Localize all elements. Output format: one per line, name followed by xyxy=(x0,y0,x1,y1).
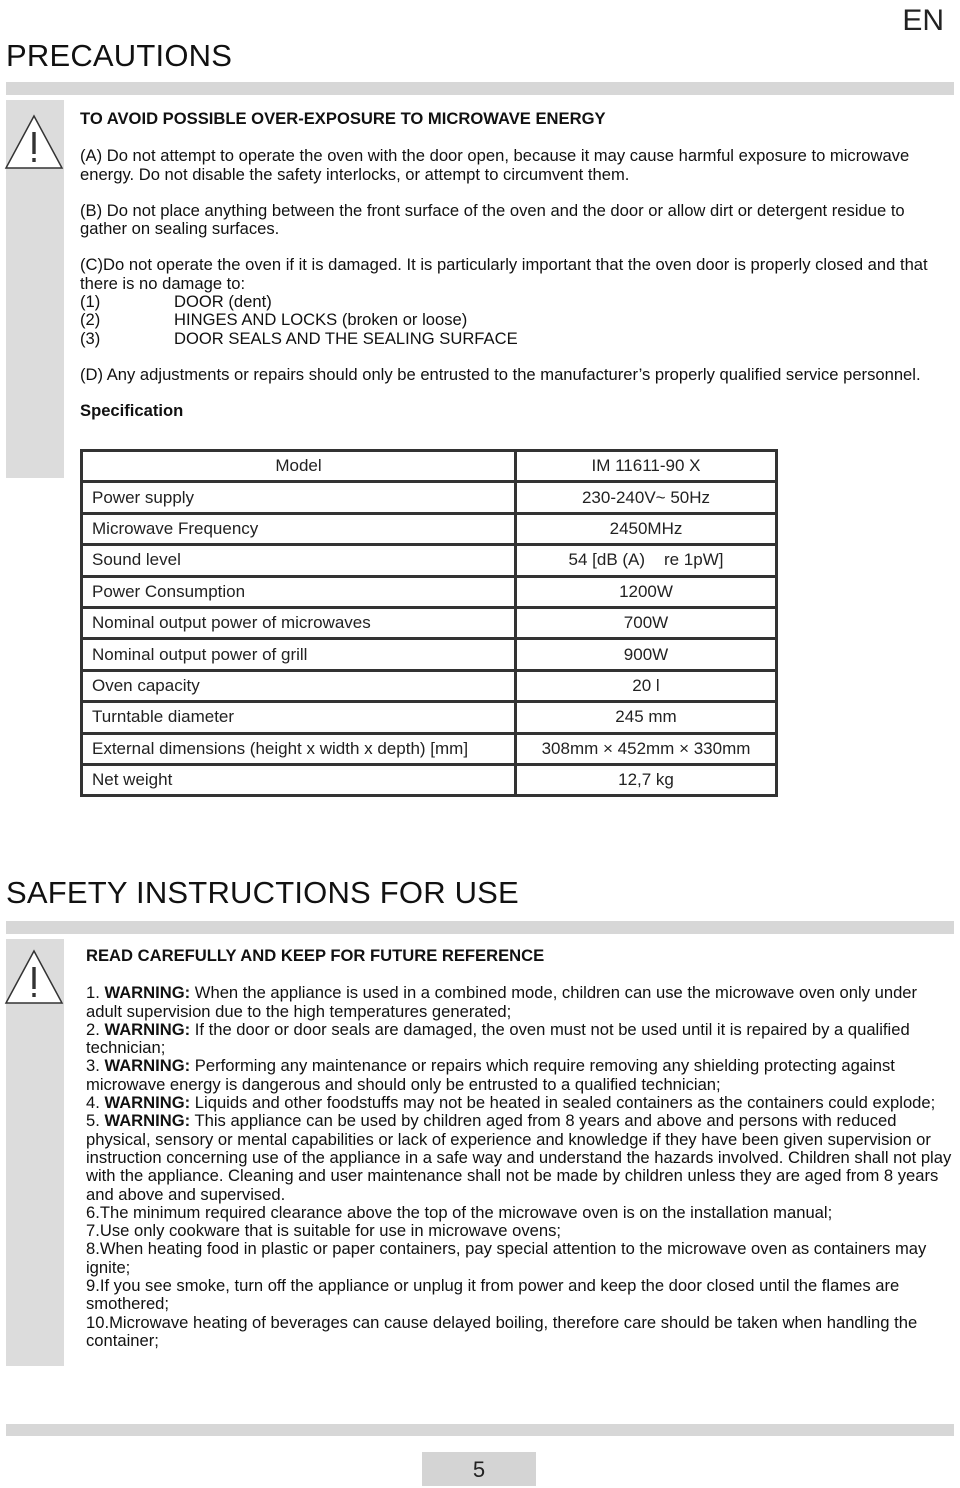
table-row: Net weight 12,7 kg xyxy=(82,764,777,795)
table-header-value: IM 11611-90 X xyxy=(516,451,777,482)
list-item: 8.When heating food in plastic or paper containers, pay special attention to the microwave oven as containers may ignite; xyxy=(86,1239,927,1277)
paragraph-b: (B) Do not place anything between the front surface of the oven and the door or allow dirt or detergent residue to gather on sealing surfaces. xyxy=(80,200,905,239)
safety-title: SAFETY INSTRUCTIONS FOR USE xyxy=(6,875,519,910)
specification-heading: Specification xyxy=(80,401,184,421)
list-item: (3) DOOR SEALS AND THE SEALING SURFACE xyxy=(80,328,518,348)
specification-table xyxy=(80,449,778,797)
damage-list xyxy=(80,293,948,348)
list-item: 9.If you see smoke, turn off the appliance or unplug it from power and keep the door closed until the flames are smothered; xyxy=(86,1276,900,1314)
list-item: 6.The minimum required clearance above the top of the microwave oven is on the installation manual; xyxy=(86,1202,833,1222)
precautions-content xyxy=(80,110,948,421)
precautions-title: PRECAUTIONS xyxy=(6,38,233,73)
list-item: 4. WARNING: Liquids and other foodstuffs may not be heated in sealed containers as the containers could explode; xyxy=(86,1093,936,1113)
list-item: 1. WARNING: When the appliance is used in a combined mode, children can use the microwave oven only under adult supervision due to the high temperatures generated; xyxy=(86,983,918,1021)
paragraph-a: (A) Do not attempt to operate the oven with the door open, because it may cause harmful exposure to microwave energy. Do not disable the safety interlocks, or attempt to circumvent them. xyxy=(80,146,910,184)
table-header-label: Model xyxy=(82,451,516,482)
list-item: 7.Use only cookware that is suitable for use in microwave ovens; xyxy=(86,1221,561,1241)
section-divider xyxy=(6,921,954,934)
list-item: (2) HINGES AND LOCKS (broken or loose) xyxy=(80,310,468,330)
safety-content xyxy=(86,947,952,1350)
list-item: 3. WARNING: Performing any maintenance or repairs which require removing any shielding protecting against microwave energy is dangerous and should only be entrusted to a qualified technician; xyxy=(86,1056,895,1094)
table-header-row xyxy=(82,451,777,482)
safety-subheading: READ CAREFULLY AND KEEP FOR FUTURE REFERENCE xyxy=(86,946,545,965)
language-code: EN xyxy=(902,4,944,37)
list-item: 10.Microwave heating of beverages can cause delayed boiling, therefore care should be taken when handling the container; xyxy=(86,1312,918,1350)
table-row: Oven capacity 20 l xyxy=(82,670,777,701)
table-row: Nominal output power of grill 900W xyxy=(82,639,777,670)
precautions-subheading: TO AVOID POSSIBLE OVER-EXPOSURE TO MICROWAVE ENERGY xyxy=(80,109,606,128)
table-row: External dimensions (height x width x depth) [mm] 308mm × 452mm × 330mm xyxy=(82,733,777,764)
table-row: Turntable diameter 245 mm xyxy=(82,702,777,733)
paragraph-d: (D) Any adjustments or repairs should only be entrusted to the manufacturer’s properly qualified service personnel. xyxy=(80,364,921,384)
table-row: Microwave Frequency 2450MHz xyxy=(82,513,777,544)
table-row: Sound level 54 [dB (A) re 1pW] xyxy=(82,545,777,576)
warning-triangle-icon xyxy=(3,947,65,1007)
paragraph-c: (C)Do not operate the oven if it is damaged. It is particularly important that the oven door is properly closed and that there is no damage to: xyxy=(80,255,928,293)
list-item: 5. WARNING: This appliance can be used by children aged from 8 years and above and persons with reduced physical, sensory or mental capabilities or lack of experience and knowledge if they have been given supervision or instruction concerning use of the appliance in a safe way and understand the hazards involved. Children shall not play with the appliance. Cleaning and user maintenance shall not be made by children unless they are aged from 8 years and above and supervised. xyxy=(86,1111,952,1204)
footer-divider xyxy=(6,1424,954,1436)
safety-list xyxy=(86,984,952,1350)
warning-triangle-icon xyxy=(3,112,65,172)
table-row: Power supply 230-240V~ 50Hz xyxy=(82,482,777,513)
section-divider xyxy=(6,82,954,95)
table-row: Nominal output power of microwaves 700W xyxy=(82,607,777,638)
list-item: 2. WARNING: If the door or door seals are damaged, the oven must not be used until it is repaired by a qualified technician; xyxy=(86,1019,910,1058)
page-number: 5 xyxy=(422,1452,536,1486)
table-row: Power Consumption 1200W xyxy=(82,576,777,607)
list-item: (1) DOOR (dent) xyxy=(80,292,272,312)
